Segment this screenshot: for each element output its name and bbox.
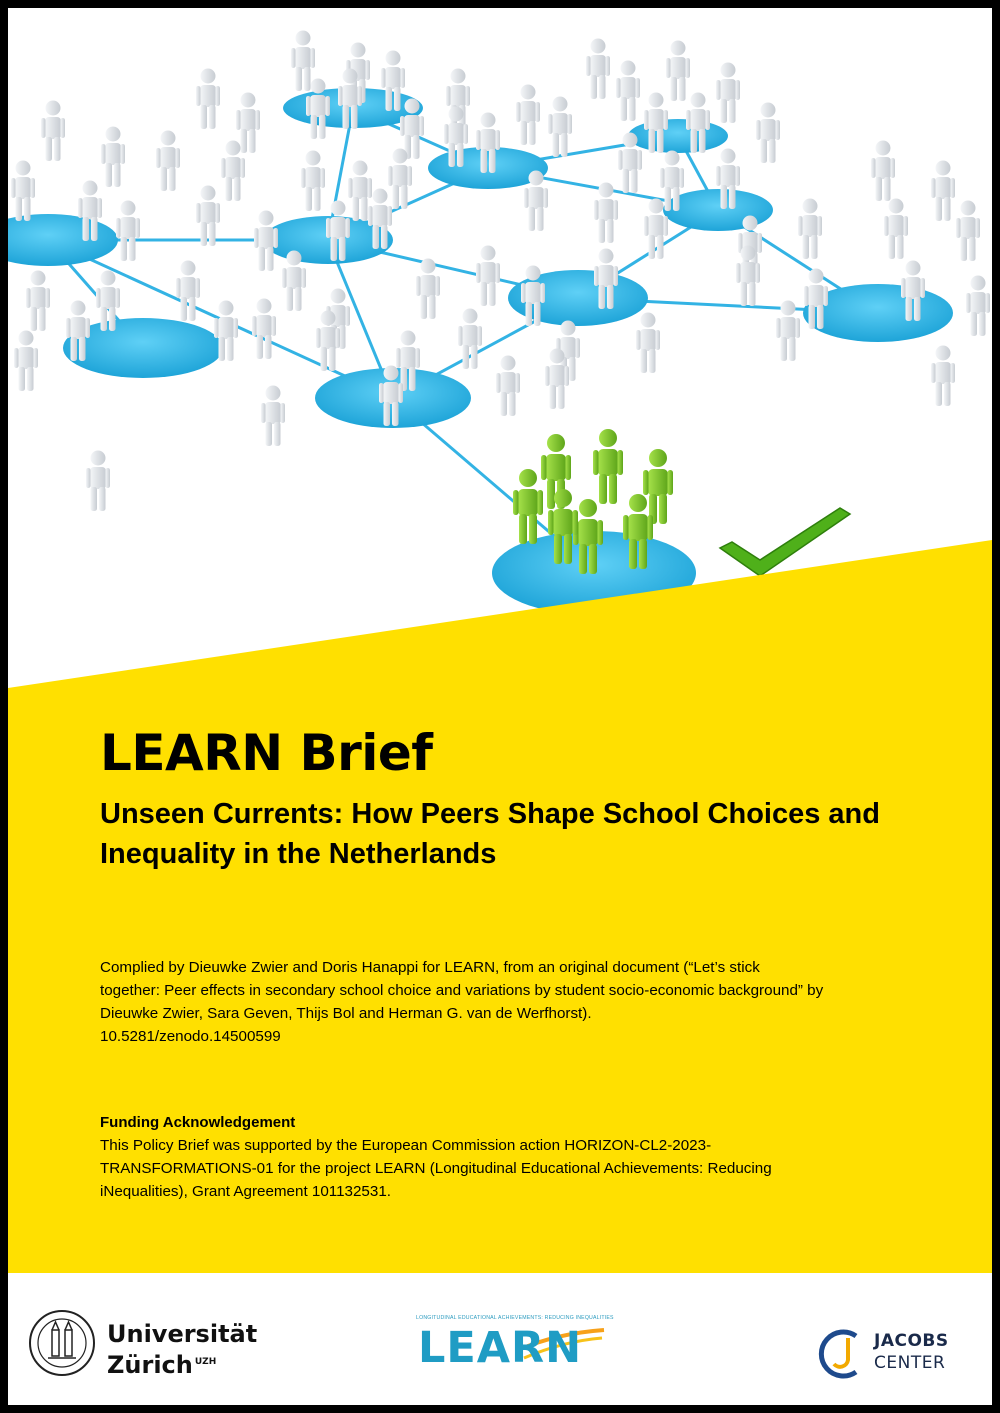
jacobs-line-2: CENTER xyxy=(874,1353,946,1373)
uzh-line-2 xyxy=(107,1348,257,1379)
jacobs-center-icon xyxy=(812,1324,872,1384)
uzh-line-1: Universität xyxy=(107,1320,258,1348)
learn-wordmark: LEARN xyxy=(418,1323,583,1373)
learn-tagline: LONGITUDINAL EDUCATIONAL ACHIEVEMENTS: REDUCING INEQUALITIES xyxy=(416,1315,614,1321)
page-title: LEARN Brief xyxy=(100,724,433,782)
funding-line: iNequalities), Grant Agreement 101132531. xyxy=(100,1183,391,1200)
yellow-band xyxy=(8,8,992,1273)
doi-text: 10.5281/zenodo.14500599 xyxy=(100,1028,281,1045)
funding-line: This Policy Brief was supported by the European Commission action HORIZON-CL2-2023- xyxy=(100,1137,712,1154)
page-subtitle: Unseen Currents: How Peers Shape School Choices and Inequality in the Netherlands xyxy=(100,798,880,870)
compiled-note-line: together: Peer effects in secondary school choice and variations by student socio-economic background” by xyxy=(100,982,824,999)
compiled-note xyxy=(100,956,920,1048)
uzh-wordmark xyxy=(107,1320,257,1379)
funding-line: TRANSFORMATIONS-01 for the project LEARN (Longitudinal Educational Achievements: Reducing xyxy=(100,1160,772,1177)
compiled-note-line: Complied by Dieuwke Zwier and Doris Hanappi for LEARN, from an original document (“Let’s stick xyxy=(100,959,760,976)
jacobs-wordmark xyxy=(874,1330,949,1374)
cover-page xyxy=(8,8,992,1405)
uzh-city: Zürich xyxy=(107,1351,193,1379)
compiled-note-line: Dieuwke Zwier, Sara Geven, Thijs Bol and Herman G. van de Werfhorst). xyxy=(100,1005,592,1022)
jacobs-line-1: JACOBS xyxy=(874,1331,949,1351)
funding-text xyxy=(100,1134,900,1203)
uzh-suffix: UZH xyxy=(194,1357,217,1367)
funding-heading: Funding Acknowledgement xyxy=(100,1114,296,1131)
